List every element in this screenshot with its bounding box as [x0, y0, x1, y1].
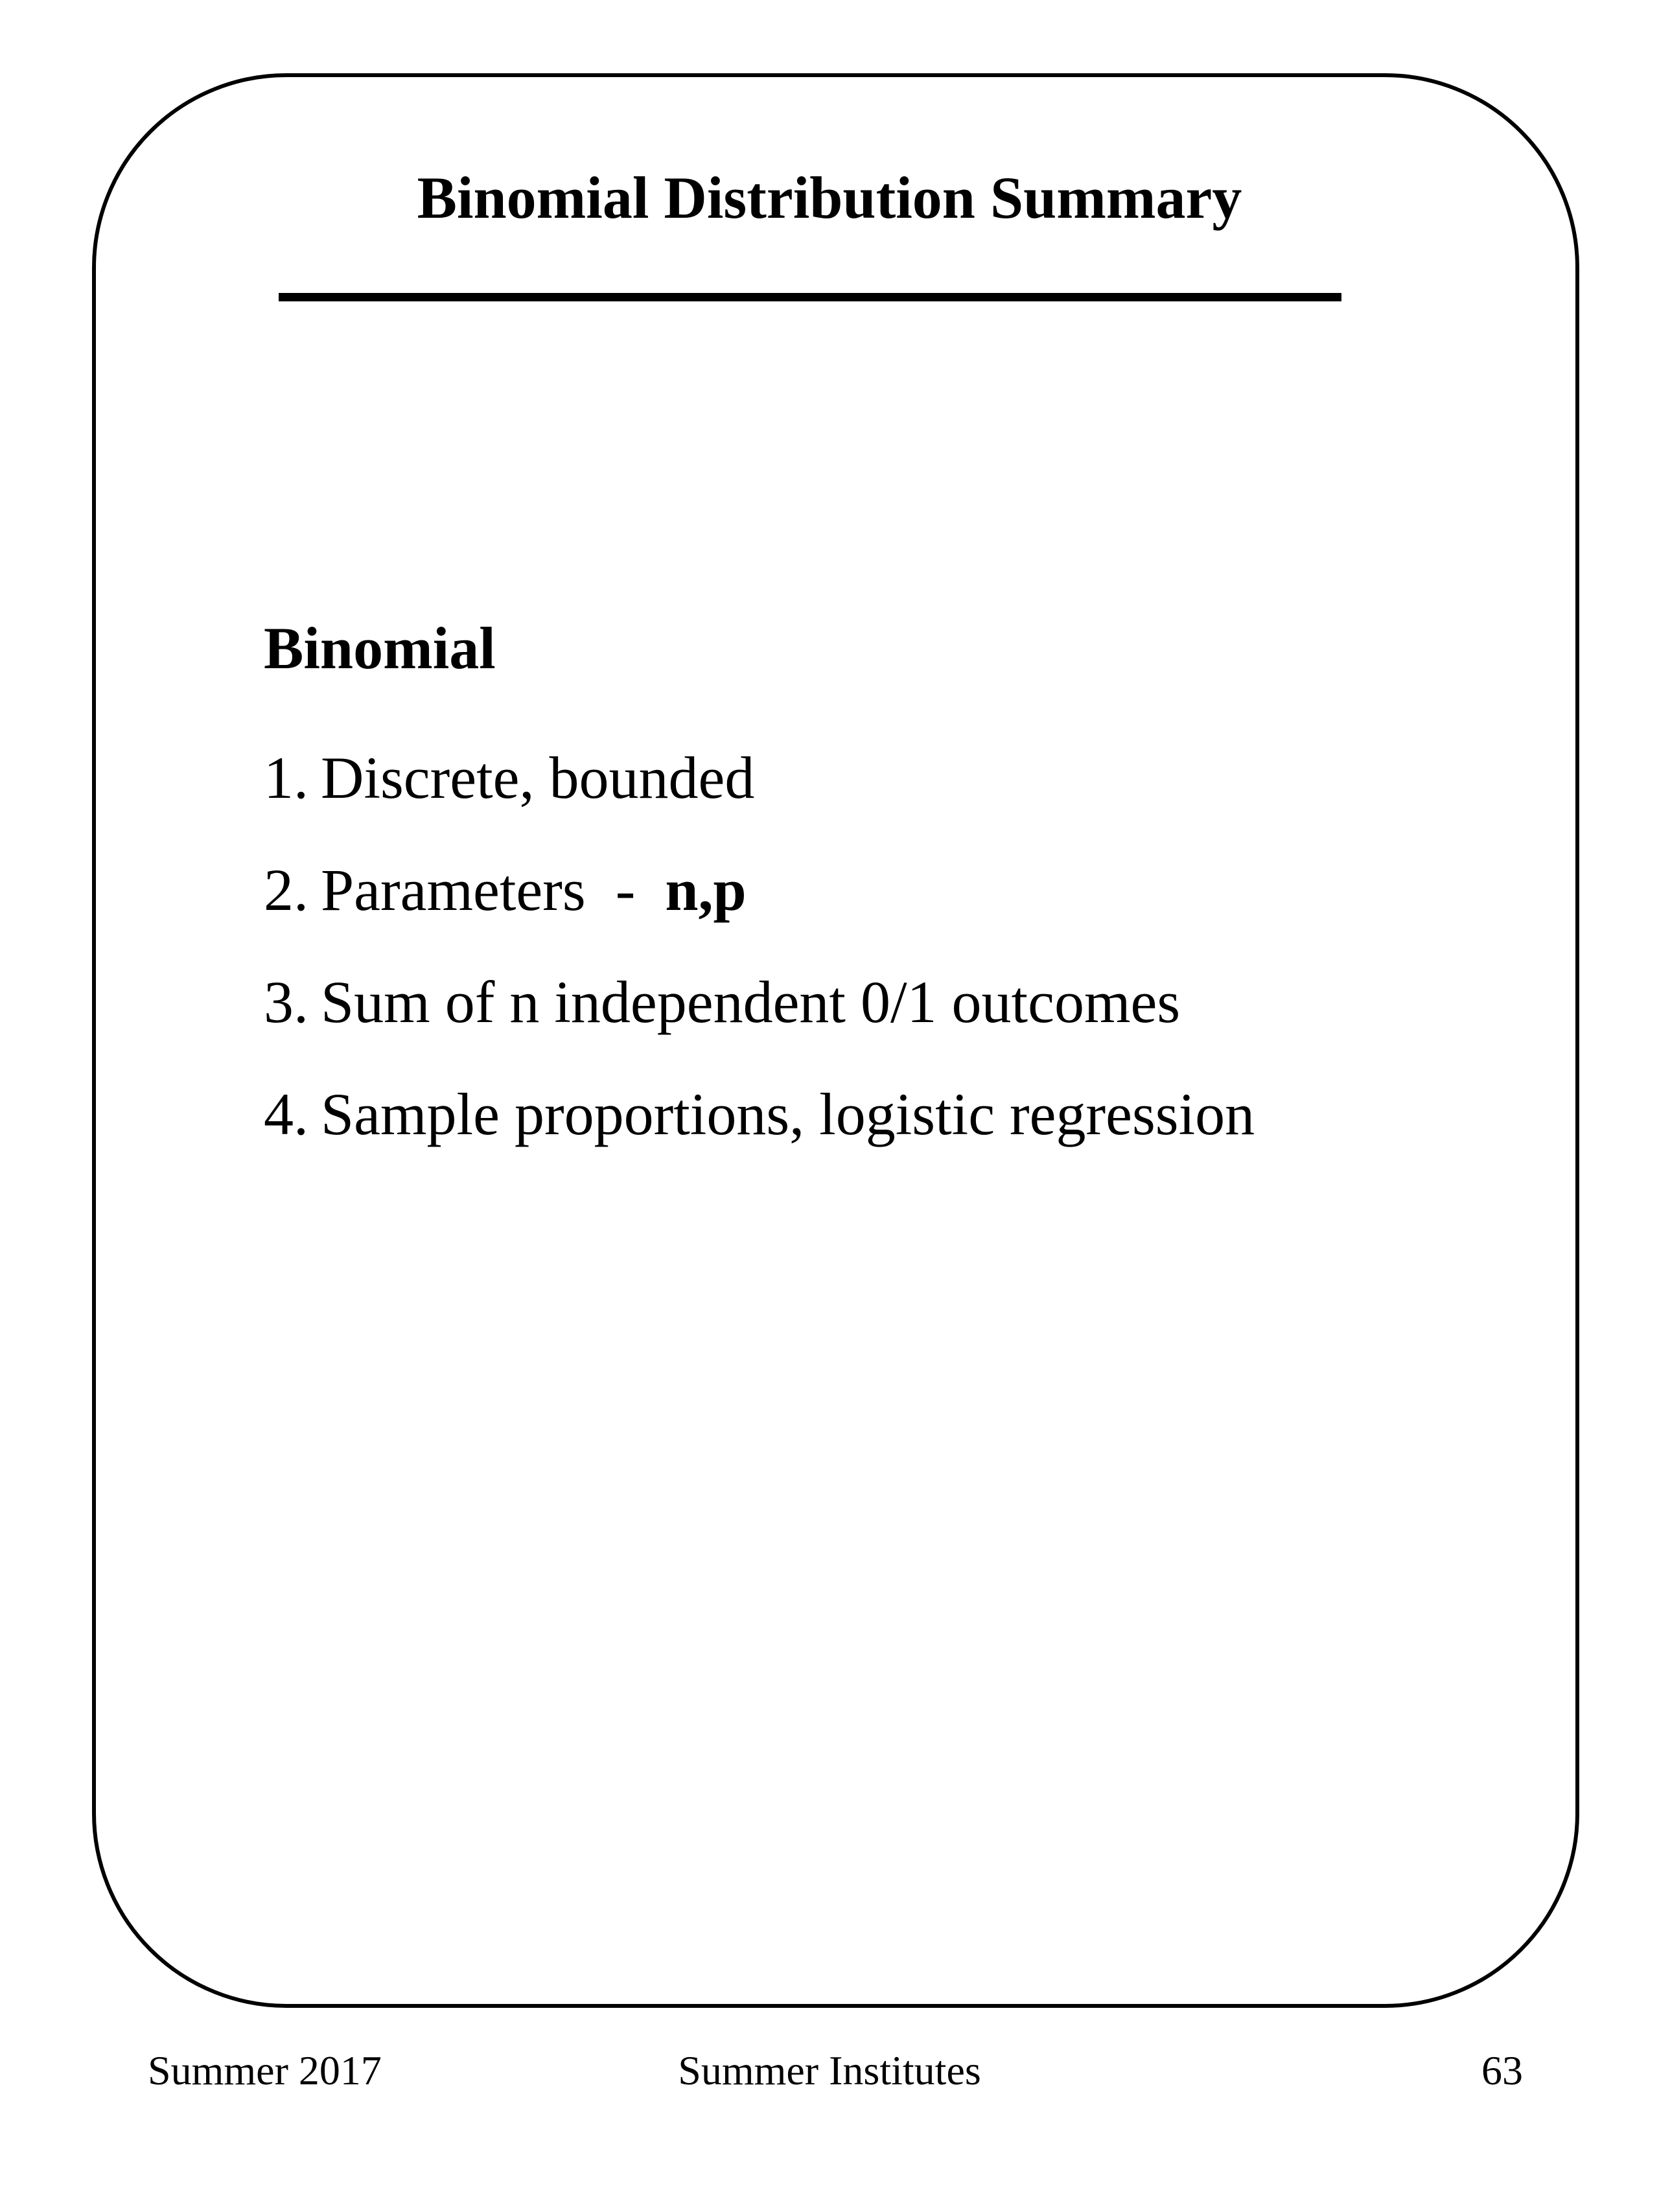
- list-item: [264, 851, 1255, 963]
- list-item-text: [321, 851, 747, 929]
- slide-title: Binomial Distribution Summary: [417, 165, 1242, 231]
- list-item-number: 4.: [264, 1081, 308, 1147]
- parameters-value: n,p: [665, 857, 747, 923]
- summary-list: [264, 739, 1255, 1187]
- footer-page-number: 63: [1481, 2047, 1523, 2093]
- footer-date: Summer 2017: [148, 2047, 382, 2093]
- list-item: [264, 963, 1255, 1075]
- list-item-text: Discrete, bounded: [321, 745, 755, 811]
- list-item-number: 3.: [264, 969, 308, 1035]
- parameters-label: Parameters: [321, 857, 586, 923]
- title-underline: [279, 293, 1341, 301]
- list-item-text: Sum of n independent 0/1 outcomes: [321, 969, 1181, 1035]
- footer-institution: Summer Institutes: [678, 2047, 981, 2093]
- list-item-number: 1.: [264, 745, 308, 811]
- parameters-separator: -: [585, 857, 666, 923]
- list-item: [264, 1075, 1255, 1187]
- list-item-number: 2.: [264, 857, 308, 923]
- section-heading: Binomial: [264, 615, 496, 681]
- list-item-text: Sample proportions, logistic regression: [321, 1081, 1255, 1147]
- list-item: [264, 739, 1255, 851]
